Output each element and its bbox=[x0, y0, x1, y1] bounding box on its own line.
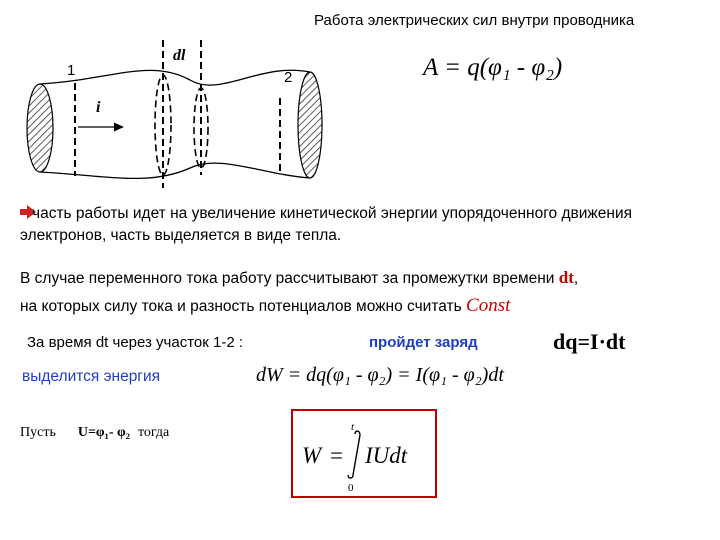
left-end-cap bbox=[27, 84, 53, 172]
let-then: тогда bbox=[137, 425, 170, 440]
formula-dW-text: dW = dq(φ₁ - φ₂) = I(φ₁ - φ₂)dt bbox=[256, 364, 504, 386]
paragraph-ac bbox=[20, 264, 710, 320]
formula-dW bbox=[252, 358, 582, 392]
conductor-bottom-edge bbox=[40, 163, 310, 178]
ac-dt: dt bbox=[558, 268, 574, 287]
integral-integrand: IUdt bbox=[365, 443, 408, 468]
current-arrow-head bbox=[114, 123, 124, 132]
integral-formula bbox=[293, 411, 435, 496]
page-title: Работа электрических сил внутри проводника bbox=[314, 12, 635, 29]
integral-lower: 0 bbox=[348, 482, 354, 494]
conductor-diagram bbox=[0, 0, 360, 190]
ac-text-a: В случае переменного тока работу рассчитывают за промежутки времени bbox=[20, 270, 559, 287]
label-1: 1 bbox=[67, 62, 76, 79]
energy-label: выделится энергия bbox=[22, 368, 161, 385]
integral-upper: t bbox=[351, 421, 355, 433]
integral-lhs: W bbox=[302, 443, 322, 468]
ac-text-b: , bbox=[573, 270, 579, 287]
right-end-cap bbox=[298, 72, 322, 178]
formula-A bbox=[420, 48, 620, 88]
ac-text-c: на которых силу тока и разность потенциалов можно считать bbox=[20, 298, 467, 315]
paragraph-heat bbox=[20, 203, 680, 247]
label-2: 2 bbox=[284, 69, 293, 86]
integral-eq: = bbox=[330, 443, 343, 468]
ac-const: Const bbox=[466, 295, 511, 316]
formula-A-text: A = q(φ₁ - φ₂) bbox=[423, 54, 563, 81]
let-line bbox=[20, 425, 169, 441]
conductor-top-edge bbox=[40, 70, 310, 85]
charge-label: пройдет заряд bbox=[369, 334, 478, 351]
integral-sign-icon bbox=[348, 431, 360, 478]
label-dl: dl bbox=[173, 47, 186, 64]
paragraph-heat-text: часть работы идет на увеличение кинетической энергии упорядоченного движения электронов, часть выделяется в виде тепла. bbox=[20, 205, 633, 244]
let-word: Пусть bbox=[20, 425, 56, 440]
dq-formula: dq=I·dt bbox=[553, 329, 626, 354]
line-time: За время dt через участок 1-2 : bbox=[27, 334, 244, 351]
let-u: U=φ₁- φ₂ bbox=[77, 425, 130, 440]
label-i: i bbox=[96, 99, 101, 116]
